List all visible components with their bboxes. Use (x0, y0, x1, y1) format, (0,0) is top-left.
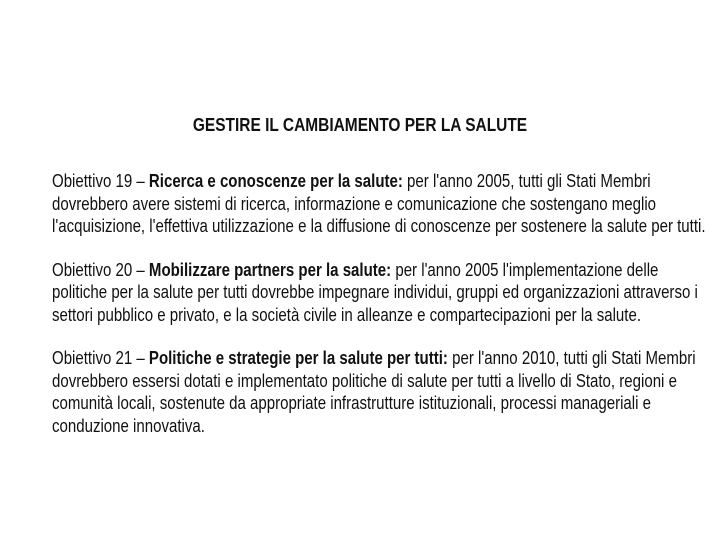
objective-21-line-1 (52, 347, 696, 370)
objective-20-line-1 (52, 259, 659, 282)
objectives-list (52, 170, 706, 458)
objective-19-heading: Ricerca e conoscenze per la salute: (148, 171, 403, 191)
objective-21-heading: Politiche e strategie per la salute per tutti: (148, 348, 448, 368)
objective-20-heading: Mobilizzare partners per la salute: (148, 259, 392, 280)
objective-20 (52, 259, 698, 327)
objective-20-line-2: politiche per la salute per tutti dovrebbe impegnare individui, gruppi ed organizzazioni attraverso i (52, 282, 698, 302)
objective-20-prefix: Obiettivo 20 – (52, 259, 149, 280)
objective-19-line-1 (52, 170, 653, 193)
slide-title: GESTIRE IL CAMBIAMENTO PER LA SALUTE (192, 115, 528, 135)
objective-19-prefix: Obiettivo 19 – (52, 171, 149, 191)
objective-21-line-2: dovrebbero essersi dotati e implementato politiche di salute per tutti a livello di Stato, regioni e (52, 370, 677, 391)
objective-19-line-3: l'acquisizione, l'effettiva utilizzazione e la diffusione di conoscenze per sostenere la salute per tutti. (52, 216, 706, 236)
objective-21 (52, 347, 696, 437)
objective-21-text-1: per l'anno 2010, tutti gli Stati Membri (447, 348, 696, 368)
objective-19-line-2: dovrebbero avere sistemi di ricerca, informazione e comunicazione che sostengano meglio (52, 193, 657, 214)
objective-19 (52, 170, 706, 238)
objective-20-line-3: settori pubblico e privato, e la società civile in alleanze e compartecipazioni per la salute. (52, 304, 642, 325)
objective-21-line-4: conduzione innovativa. (52, 415, 205, 436)
objective-21-prefix: Obiettivo 21 – (52, 348, 149, 368)
objective-21-line-3: comunità locali, sostenute da appropriate infrastrutture istituzionali, processi manageriali e (52, 393, 652, 413)
objective-19-text-1: per l'anno 2005, tutti gli Stati Membri (402, 171, 651, 191)
objective-20-text-1: per l'anno 2005 l'implementazione delle (391, 259, 659, 280)
